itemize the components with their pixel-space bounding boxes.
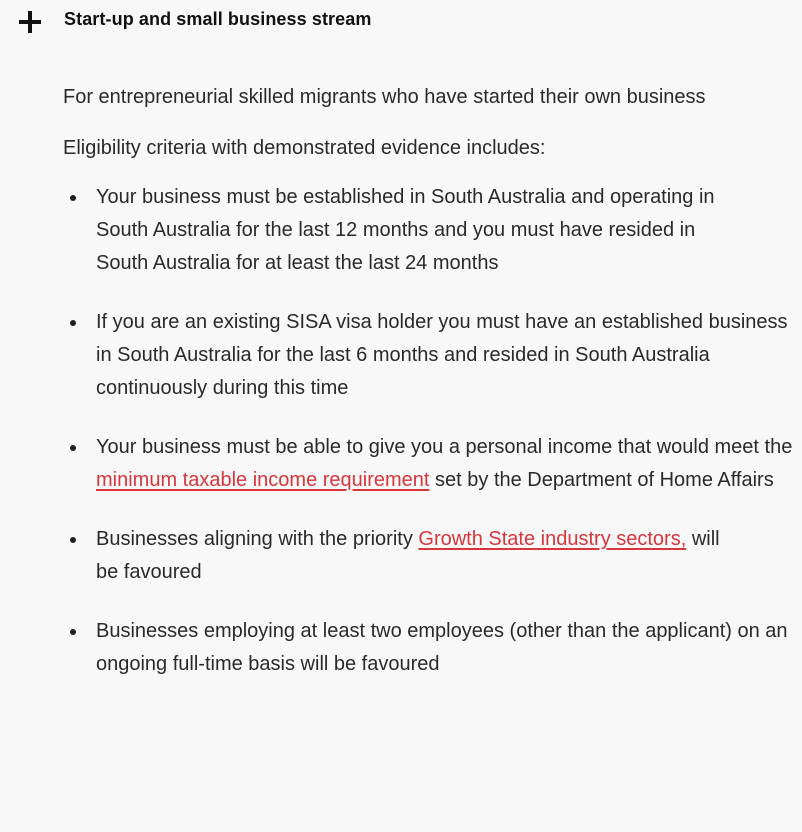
minimum-income-link[interactable]: minimum taxable income requirement: [96, 469, 430, 491]
list-item-text: set by the Department of Home Affairs: [429, 469, 774, 491]
list-item: [63, 431, 796, 497]
list-item-text: Businesses employing at least two employees (other than the applicant) on an ongoing full-time basis will be favoured: [96, 620, 788, 675]
list-item-text: will be favoured: [96, 528, 720, 583]
intro-text: For entrepreneurial skilled migrants who have started their own business: [63, 86, 706, 108]
growth-state-sectors-link[interactable]: Growth State industry sectors,: [418, 528, 687, 550]
list-item-text: Businesses aligning with the priority: [96, 528, 419, 550]
list-item: [63, 615, 796, 681]
criteria-lead-text: Eligibility criteria with demonstrated evidence includes:: [63, 137, 546, 159]
accordion-title[interactable]: Start-up and small business stream: [64, 9, 372, 29]
list-item: [63, 306, 796, 405]
accordion-header[interactable]: [0, 0, 802, 44]
criteria-list: [63, 181, 793, 681]
list-item-text: Your business must be able to give you a personal income that would meet the: [96, 436, 793, 458]
list-item-text: Your business must be established in South Australia and operating in South Australia for the last 12 months and you must have resided in South Australia for at least the last 24 months: [96, 186, 715, 274]
list-item: [63, 181, 716, 280]
plus-icon[interactable]: [18, 10, 42, 34]
list-item-text: If you are an existing SISA visa holder you must have an established business in South Australia for the last 6 months and resided in South Australia continuously during this time: [96, 311, 788, 399]
accordion-content: [63, 81, 793, 707]
list-item: [63, 523, 736, 589]
